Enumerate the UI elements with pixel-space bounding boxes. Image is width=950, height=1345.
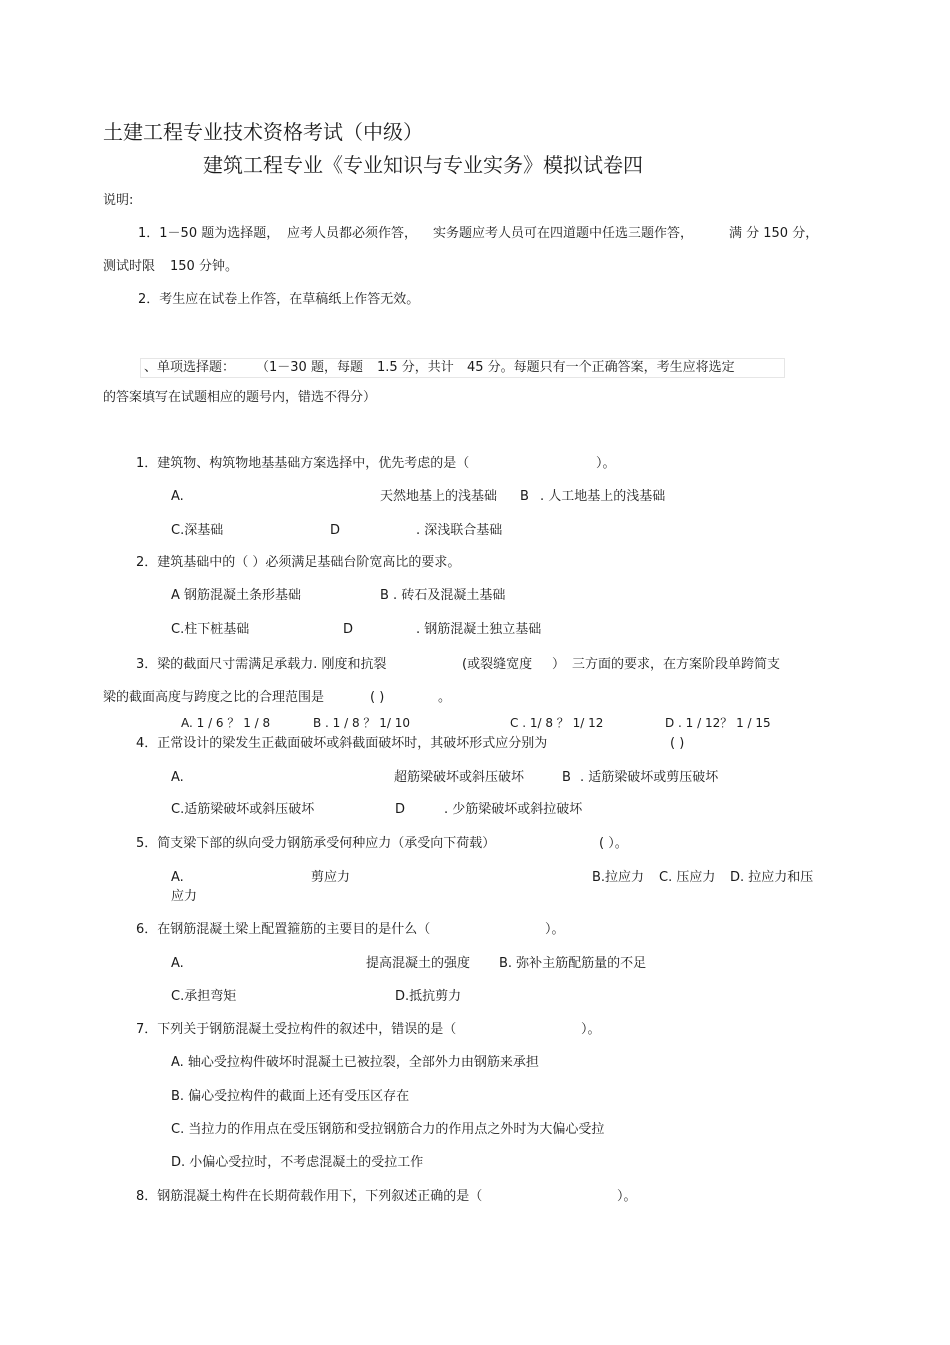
q2-option-b: B . 砖石及混凝土基础 [380,588,506,603]
q6-option-b: B. 弥补主筋配筋量的不足 [499,956,647,971]
q5-option-d: D. 拉应力和压 [730,870,814,885]
note-1a: 1．1－50 题为选择题， [138,226,280,241]
q3-stem-b: (或裂缝宽度 [462,657,533,672]
q1-option-a-label: A. [171,489,184,504]
q3-stem-a: 3．梁的截面尺寸需满足承载力. 刚度和抗裂 [136,657,387,672]
q2-option-d: . 钢筋混凝土独立基础 [416,622,542,637]
q6-close: ）。 [545,922,565,937]
q4-option-b-label: B [562,770,571,785]
q6-option-c: C.承担弯矩 [171,989,237,1004]
section-desc-e: 的答案填写在试题相应的题号内，错选不得分） [103,390,377,405]
q1-stem: 1．建筑物、构筑物地基基础方案选择中，优先考虑的是（ [136,456,470,471]
q4-option-d: . 少筋梁破坏或斜拉破坏 [444,802,583,817]
exam-subtitle: 建筑工程专业《专业知识与专业实务》模拟试卷四 [203,153,643,177]
q5-option-a: 剪应力 [311,870,351,885]
q4-option-a-label: A. [171,770,184,785]
q3-answer-paren: ( ) [370,690,385,705]
section-desc-b: （1－30 题，每题 [256,360,363,375]
q8-close: ）。 [617,1189,637,1204]
q2-stem: 2．建筑基础中的（ ）必须满足基础台阶宽高比的要求。 [136,555,461,570]
q4-option-d-label: D [395,802,406,817]
q7-option-d: D. 小偏心受拉时，不考虑混凝土的受拉工作 [171,1155,424,1170]
q6-option-a-label: A. [171,956,184,971]
q1-option-c: C.深基础 [171,523,224,538]
section-desc-c: 1.5 分，共计 [377,360,454,375]
note-1e: 测试时限 [103,259,156,274]
q4-stem: 4．正常设计的梁发生正截面破坏或斜截面破坏时，其破坏形式应分别为 [136,736,548,751]
note-1c: 实务题应考人员可在四道题中任选三题作答， [433,226,694,241]
note-1f: 150 分钟。 [170,259,238,274]
q5-option-d-wrap: 应力 [171,889,198,904]
note-1b: 应考人员都必须作答， [287,226,418,241]
q3-stem-c: ） [552,657,566,672]
q7-stem: 7．下列关于钢筋混凝土受拉构件的叙述中，错误的是（ [136,1022,457,1037]
q6-stem: 6．在钢筋混凝土梁上配置箍筋的主要目的是什么（ [136,922,431,937]
q1-option-b: . 人工地基上的浅基础 [540,489,666,504]
q2-option-c: C.柱下桩基础 [171,622,250,637]
q1-option-d-label: D [330,523,341,538]
q6-option-d: D.抵抗剪力 [395,989,462,1004]
q5-stem: 5．简支梁下部的纵向受力钢筋承受何种应力（承受向下荷载） [136,836,496,851]
q4-answer-paren: ( ) [670,736,685,751]
q4-option-a: 超筋梁破坏或斜压破坏 [394,770,525,785]
q6-option-a: 提高混凝土的强度 [366,956,471,971]
note-1d: 满 分 150 分， [729,226,819,241]
q7-option-c: C. 当拉力的作用点在受压钢筋和受拉钢筋合力的作用点之外时为大偏心受拉 [171,1122,605,1137]
q2-option-d-label: D [343,622,354,637]
q1-close: ）。 [596,456,616,471]
q8-stem: 8．钢筋混凝土构件在长期荷载作用下，下列叙述正确的是（ [136,1189,483,1204]
q3-option-a: A. 1 / 6 ？ 1 / 8 [181,716,271,730]
q3-stem-d: 三方面的要求，在方案阶段单跨简支 [572,657,781,672]
q3-end: 。 [438,690,452,705]
q3-stem-e: 梁的截面高度与跨度之比的合理范围是 [103,690,325,705]
note-label: 说明: [103,193,134,208]
q1-option-d: . 深浅联合基础 [416,523,503,538]
q1-option-b-label: B [520,489,529,504]
note-2: 2．考生应在试卷上作答，在草稿纸上作答无效。 [138,292,420,307]
q1-option-a: 天然地基上的浅基础 [380,489,498,504]
q3-option-b: B . 1 / 8 ？ 1/ 10 [313,716,411,730]
q4-option-b: . 适筋梁破坏或剪压破坏 [580,770,719,785]
q5-option-c: C. 压应力 [659,870,716,885]
q5-option-a-label: A. [171,870,184,885]
q7-option-a: A. 轴心受拉构件破坏时混凝土已被拉裂，全部外力由钢筋来承担 [171,1055,539,1070]
q4-option-c: C.适筋梁破坏或斜压破坏 [171,802,315,817]
q5-option-b: B.拉应力 [592,870,645,885]
q5-answer-paren: ( ）。 [599,836,628,851]
section-title: 、单项选择题： [144,360,236,375]
q7-option-b: B. 偏心受拉构件的截面上还有受压区存在 [171,1089,410,1104]
q7-close: ）。 [581,1022,601,1037]
section-desc-d: 45 分。每题只有一个正确答案，考生应将选定 [467,360,735,375]
q3-option-d: D . 1 / 12？ 1 / 15 [665,716,771,730]
exam-title: 土建工程专业技术资格考试（中级） [103,120,423,144]
q2-option-a: A 钢筋混凝土条形基础 [171,588,302,603]
q3-option-c: C . 1/ 8 ？ 1/ 12 [510,716,604,730]
